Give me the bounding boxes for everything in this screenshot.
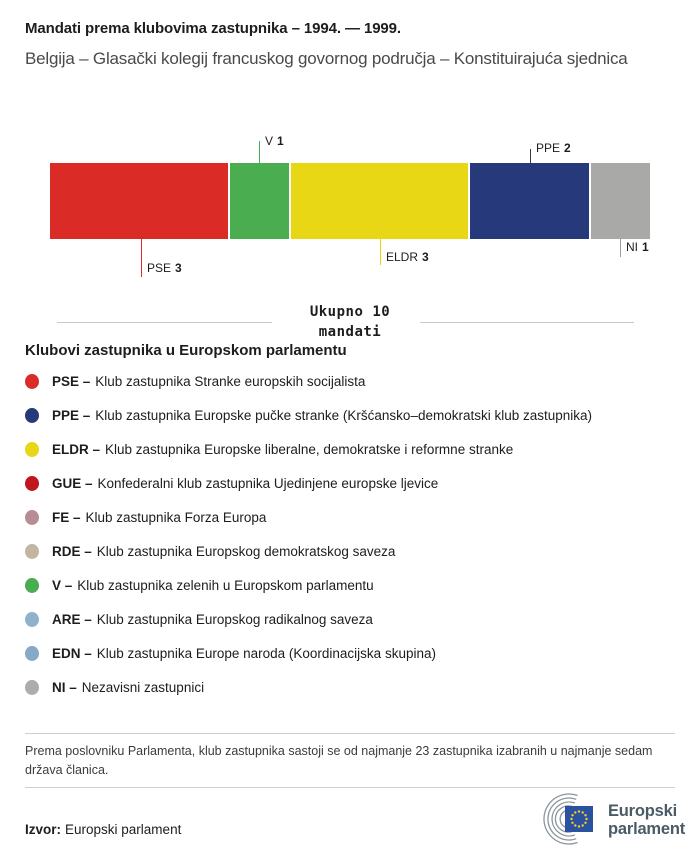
seat-bar <box>50 163 650 239</box>
total-seats-label <box>270 302 430 342</box>
footnote-text: Prema poslovniku Parlamenta, klub zastupnika sastoji se od najmanje 23 zastupnika izabranih u najmanje sedam država članica. <box>25 744 653 777</box>
legend-item-fe <box>25 500 685 534</box>
logo-wordmark <box>608 802 685 838</box>
fe-color-dot <box>25 510 39 525</box>
legend-label: ELDR – <box>52 441 101 457</box>
legend-label: EDN – <box>52 645 92 661</box>
bar-segment-ni <box>591 163 650 239</box>
pse-code: PSE <box>147 261 172 275</box>
ni-code: NI <box>626 240 638 254</box>
eldr-callout-line <box>380 239 381 265</box>
legend-item-gue <box>25 466 685 500</box>
legend-desc: Klub zastupnika Europskog radikalnog saveza <box>96 611 373 627</box>
legend-item-v <box>25 568 685 602</box>
legend-item-edn <box>25 636 685 670</box>
logo-line2: parlament <box>608 820 686 838</box>
legend-label: GUE – <box>52 475 93 491</box>
legend-label: RDE – <box>52 543 92 559</box>
v-code: V <box>265 134 274 148</box>
legend-label: FE – <box>52 509 81 525</box>
legend-label: ARE – <box>52 611 92 627</box>
v-seat-label <box>265 134 284 148</box>
bar-segment-v <box>230 163 289 239</box>
ppe-color-dot <box>25 408 39 423</box>
source-value: Europski parlament <box>65 822 182 837</box>
ni-callout-line <box>620 239 621 257</box>
legend-label: PSE – <box>52 373 91 389</box>
rde-color-dot <box>25 544 39 559</box>
gue-color-dot <box>25 476 39 491</box>
ppe-callout-line <box>530 149 531 163</box>
page-subtitle: Belgija – Glasački kolegij francuskog govornog područja – Konstituirajuća sjednica <box>25 49 628 68</box>
v-color-dot <box>25 578 39 593</box>
ppe-seat-count: 2 <box>564 141 571 155</box>
pse-seat-count: 3 <box>175 261 182 275</box>
legend-desc: Klub zastupnika Europskog demokratskog saveza <box>96 543 396 559</box>
eldr-code: ELDR <box>386 250 419 264</box>
pse-callout-line <box>141 239 142 277</box>
legend-item-ppe <box>25 398 685 432</box>
pse-seat-label <box>147 261 182 275</box>
legend-desc: Klub zastupnika Europske liberalne, demokratske i reformne stranke <box>105 441 514 457</box>
eldr-seat-label <box>386 250 429 264</box>
pse-color-dot <box>25 374 39 389</box>
legend-label: NI – <box>52 679 77 695</box>
ni-seat-count: 1 <box>642 240 649 254</box>
total-divider-right <box>420 322 634 323</box>
total-divider-left <box>57 322 272 323</box>
are-color-dot <box>25 612 39 627</box>
legend-desc: Konfederalni klub zastupnika Ujedinjene europske ljevice <box>97 475 439 491</box>
legend-desc: Klub zastupnika Europske pučke stranke (Kršćansko–demokratski klub zastupnika) <box>95 407 593 423</box>
legend-list <box>25 364 685 704</box>
bar-segment-eldr <box>291 163 469 239</box>
edn-color-dot <box>25 646 39 661</box>
legend-heading: Klubovi zastupnika u Europskom parlamentu <box>25 342 347 359</box>
page-title: Mandati prema klubovima zastupnika – 1994. — 1999. <box>25 20 401 37</box>
eldr-color-dot <box>25 442 39 457</box>
bar-segment-ppe <box>470 163 588 239</box>
total-seats-line1: Ukupno 10 <box>309 304 391 320</box>
bar-segment-pse <box>50 163 228 239</box>
ni-color-dot <box>25 680 39 695</box>
legend-item-are <box>25 602 685 636</box>
v-callout-line <box>259 141 260 163</box>
legend-item-pse <box>25 364 685 398</box>
legend-label: V – <box>52 577 73 593</box>
european-parliament-logo <box>527 792 685 848</box>
ppe-seat-label <box>536 141 571 155</box>
ni-seat-label <box>626 240 649 254</box>
footnote-divider-bottom <box>25 787 675 788</box>
source-label: Izvor: <box>25 822 62 837</box>
source-line <box>25 822 181 837</box>
legend-desc: Klub zastupnika Stranke europskih socijalista <box>95 373 366 389</box>
legend-item-eldr <box>25 432 685 466</box>
logo-line1: Europski <box>608 802 678 820</box>
legend-item-rde <box>25 534 685 568</box>
hemicycle-eu-flag-icon <box>527 792 601 848</box>
legend-desc: Klub zastupnika Europe naroda (Koordinacijska skupina) <box>96 645 436 661</box>
footnote-divider-top <box>25 733 675 734</box>
legend-desc: Klub zastupnika Forza Europa <box>85 509 267 525</box>
v-seat-count: 1 <box>277 134 284 148</box>
legend-item-ni <box>25 670 685 704</box>
legend-desc: Klub zastupnika zelenih u Europskom parlamentu <box>77 577 374 593</box>
legend-desc: Nezavisni zastupnici <box>81 679 205 695</box>
eldr-seat-count: 3 <box>422 250 429 264</box>
total-seats-line2: mandati <box>318 324 382 340</box>
ppe-code: PPE <box>536 141 561 155</box>
legend-label: PPE – <box>52 407 91 423</box>
